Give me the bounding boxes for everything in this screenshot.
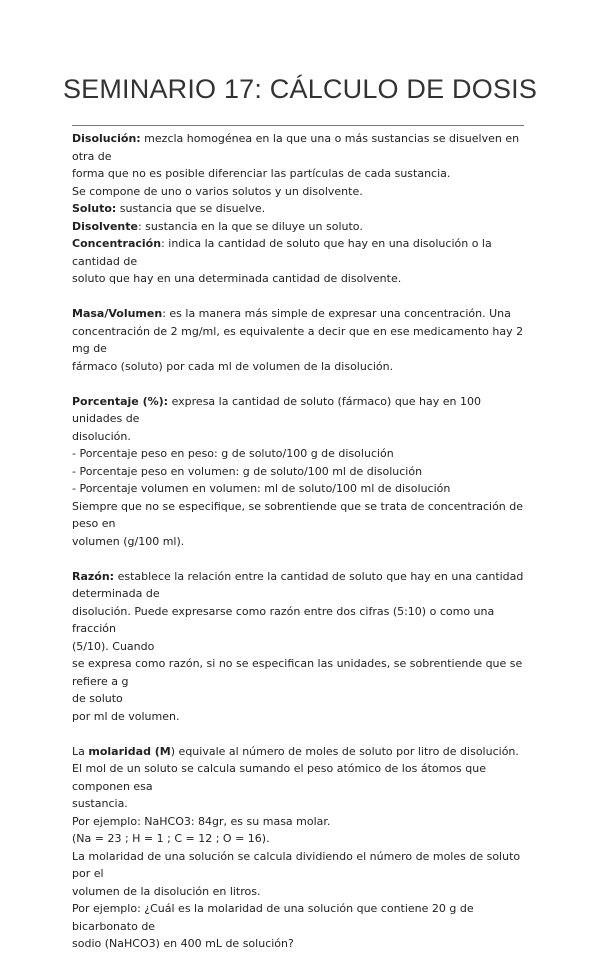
razon-line-7: por ml de volumen. <box>72 709 180 723</box>
razon-line-2: determinada de <box>72 587 160 600</box>
paragraph-gap <box>72 550 524 568</box>
razon-line-3: disolución. Puede expresarse como razón entre dos cifras (5:10) o como una fracción <box>72 604 495 635</box>
disolucion-term: Disolución: <box>72 132 141 145</box>
molaridad-line-9: sodio (NaHCO3) en 400 mL de solución? <box>72 937 294 950</box>
razon-line-1: Razón: establece la relación entre la cantidad de soluto que hay en una cantidad <box>72 569 524 583</box>
masa-volumen-term: Masa/Volumen <box>72 307 163 320</box>
paragraph-gap <box>72 288 524 306</box>
molaridad-line-3: sustancia. <box>72 797 128 810</box>
soluto-term: Soluto: <box>72 202 117 215</box>
disolucion-line-2: forma que no es posible diferenciar las partículas de cada sustancia. <box>72 167 451 180</box>
porcentaje-line-6: Siempre que no se especifique, se sobrentiende que se trata de concentración de peso en <box>72 499 524 530</box>
concentracion-line-1: Concentración: indica la cantidad de soluto que hay en una disolución o la cantidad de <box>72 237 492 268</box>
porcentaje-line-2: disolución. <box>72 429 131 443</box>
razon-line-4: (5/10). Cuando <box>72 639 155 653</box>
molaridad-line-4: Por ejemplo: NaHCO3: 84gr, es su masa molar. <box>72 814 331 828</box>
porcentaje-line-4: - Porcentaje peso en volumen: g de soluto/100 ml de disolución <box>72 464 423 478</box>
page-title: SEMINARIO 17: CÁLCULO DE DOSIS <box>62 74 538 104</box>
molaridad-line-8: Por ejemplo: ¿Cuál es la molaridad de una solución que contiene 20 g de bicarbonato de <box>72 902 474 933</box>
paragraph-gap <box>72 375 524 393</box>
masa-volumen-line-1: Masa/Volumen: es la manera más simple de expresar una concentración. Una <box>72 307 511 320</box>
porcentaje-line-3: - Porcentaje peso en peso: g de soluto/100 g de disolución <box>72 447 394 460</box>
molaridad-line-7: volumen de la disolución en litros. <box>72 884 261 898</box>
molaridad-term: molaridad (M <box>88 744 171 758</box>
porcentaje-line-5: - Porcentaje volumen en volumen: ml de soluto/100 ml de disolución <box>72 482 451 495</box>
molaridad-line-2: El mol de un soluto se calcula sumando el peso atómico de los átomos que componen esa <box>72 762 487 793</box>
disolucion-line-1: Disolución: mezcla homogénea en la que una o más sustancias se disuelven en otra de <box>72 132 520 163</box>
razon-line-5: se expresa como razón, si no se especifican las unidades, se sobrentiende que se refiere a g <box>72 657 523 688</box>
soluto-line: Soluto: sustancia que se disuelve. <box>72 202 266 215</box>
concentracion-term: Concentración <box>72 237 162 250</box>
porcentaje-line-1: Porcentaje (%): expresa la cantidad de soluto (fármaco) que hay en 100 unidades de <box>72 394 481 425</box>
molaridad-line-5: (Na = 23 ; H = 1 ; C = 12 ; O = 16). <box>72 832 270 845</box>
title-divider <box>72 125 524 126</box>
masa-volumen-line-3: fármaco (soluto) por cada ml de volumen de la disolución. <box>72 359 394 373</box>
masa-volumen-line-2: concentración de 2 mg/ml, es equivalente a decir que en ese medicamento hay 2 mg de <box>72 324 524 355</box>
disolucion-line-3: Se compone de uno o varios solutos y un disolvente. <box>72 184 363 198</box>
disolvente-term: Disolvente <box>72 219 138 233</box>
porcentaje-line-7: volumen (g/100 ml). <box>72 534 185 548</box>
paragraph-gap <box>72 725 524 743</box>
razon-line-6: de soluto <box>72 692 123 705</box>
molaridad-line-1: La molaridad (M) equivale al número de moles de soluto por litro de disolución. <box>72 744 519 758</box>
porcentaje-term: Porcentaje (%): <box>72 394 169 408</box>
razon-term: Razón: <box>72 569 115 583</box>
disolvente-line: Disolvente: sustancia en la que se diluye un soluto. <box>72 219 363 233</box>
molaridad-line-6: La molaridad de una solución se calcula dividiendo el número de moles de soluto por el <box>72 849 521 880</box>
concentracion-line-2: soluto que hay en una determinada cantidad de disolvente. <box>72 272 402 285</box>
document-body <box>72 130 524 953</box>
